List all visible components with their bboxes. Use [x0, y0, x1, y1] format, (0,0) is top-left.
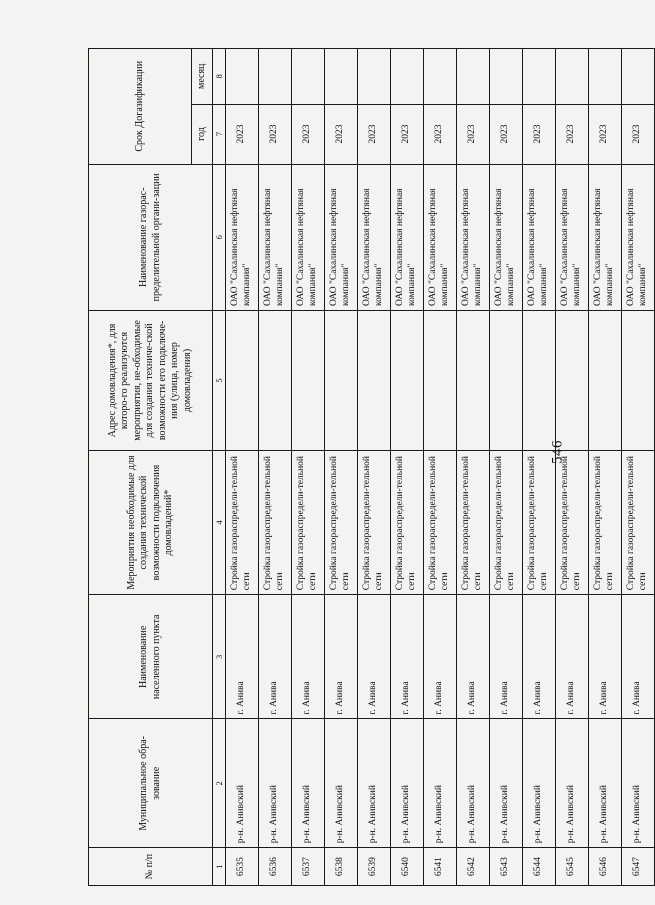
activity-cell: Стройка газораспредели-тельной сети: [226, 450, 259, 594]
month-cell: [358, 49, 391, 105]
municipality-cell: р-н. Анивский: [292, 719, 325, 848]
row-number-cell: 6546: [589, 848, 622, 886]
gasification-table: [88, 48, 655, 886]
settlement-cell: г. Анива: [622, 595, 655, 719]
settlement-cell: г. Анива: [457, 595, 490, 719]
address-cell: [358, 311, 391, 451]
month-cell: [424, 49, 457, 105]
activity-cell: Стройка газораспредели-тельной сети: [325, 450, 358, 594]
municipality-cell: р-н. Анивский: [424, 719, 457, 848]
address-cell: [523, 311, 556, 451]
table-body: [226, 49, 655, 886]
year-cell: 2023: [622, 104, 655, 164]
organization-cell: ОАО "Сахалинская нефтяная компания": [358, 164, 391, 311]
address-cell: [457, 311, 490, 451]
address-cell: [622, 311, 655, 451]
settlement-cell: г. Анива: [523, 595, 556, 719]
column-number: 7: [213, 104, 226, 164]
table-row: [589, 49, 622, 886]
address-cell: [556, 311, 589, 451]
activity-cell: Стройка газораспредели-тельной сети: [457, 450, 490, 594]
settlement-cell: г. Анива: [391, 595, 424, 719]
municipality-cell: р-н. Анивский: [556, 719, 589, 848]
address-cell: [292, 311, 325, 451]
year-cell: 2023: [391, 104, 424, 164]
month-cell: [391, 49, 424, 105]
header-settlement: Наименование населенного пункта: [89, 595, 213, 719]
organization-cell: ОАО "Сахалинская нефтяная компания": [589, 164, 622, 311]
organization-cell: ОАО "Сахалинская нефтяная компания": [292, 164, 325, 311]
table-header: [89, 49, 226, 886]
month-cell: [226, 49, 259, 105]
year-cell: 2023: [424, 104, 457, 164]
table-row: [259, 49, 292, 886]
row-number-cell: 6541: [424, 848, 457, 886]
activity-cell: Стройка газораспредели-тельной сети: [259, 450, 292, 594]
row-number-cell: 6537: [292, 848, 325, 886]
header-term: Срок Догазификации: [89, 49, 192, 165]
column-number: 8: [213, 49, 226, 105]
header-month: месяц: [192, 49, 213, 105]
rotated-table-frame: [88, 48, 648, 886]
header-year: год: [192, 104, 213, 164]
organization-cell: ОАО "Сахалинская нефтяная компания": [325, 164, 358, 311]
year-cell: 2023: [457, 104, 490, 164]
year-cell: 2023: [325, 104, 358, 164]
address-cell: [589, 311, 622, 451]
month-cell: [589, 49, 622, 105]
column-number: 2: [213, 719, 226, 848]
activity-cell: Стройка газораспредели-тельной сети: [391, 450, 424, 594]
month-cell: [457, 49, 490, 105]
table-row: [226, 49, 259, 886]
header-organization: Наименование газорас-пределительной органи-зации: [89, 164, 213, 311]
organization-cell: ОАО "Сахалинская нефтяная компания": [226, 164, 259, 311]
organization-cell: ОАО "Сахалинская нефтяная компания": [457, 164, 490, 311]
organization-cell: ОАО "Сахалинская нефтяная компания": [622, 164, 655, 311]
row-number-cell: 6539: [358, 848, 391, 886]
table-row: [292, 49, 325, 886]
settlement-cell: г. Анива: [589, 595, 622, 719]
settlement-cell: г. Анива: [490, 595, 523, 719]
municipality-cell: р-н. Анивский: [391, 719, 424, 848]
municipality-cell: р-н. Анивский: [457, 719, 490, 848]
year-cell: 2023: [556, 104, 589, 164]
month-cell: [523, 49, 556, 105]
activity-cell: Стройка газораспредели-тельной сети: [589, 450, 622, 594]
activity-cell: Стройка газораспредели-тельной сети: [358, 450, 391, 594]
table-row: [457, 49, 490, 886]
address-cell: [424, 311, 457, 451]
table-row: [358, 49, 391, 886]
settlement-cell: г. Анива: [259, 595, 292, 719]
column-number: 1: [213, 848, 226, 886]
table-container: [88, 48, 648, 886]
table-row: [523, 49, 556, 886]
activity-cell: Стройка газораспредели-тельной сети: [292, 450, 325, 594]
month-cell: [259, 49, 292, 105]
row-number-cell: 6536: [259, 848, 292, 886]
municipality-cell: р-н. Анивский: [226, 719, 259, 848]
activity-cell: Стройка газораспредели-тельной сети: [523, 450, 556, 594]
header-activity: Мероприятия необходимые для создания технической возможности подключения домовладений*: [89, 450, 213, 594]
row-number-cell: 6538: [325, 848, 358, 886]
address-cell: [391, 311, 424, 451]
month-cell: [556, 49, 589, 105]
month-cell: [292, 49, 325, 105]
year-cell: 2023: [292, 104, 325, 164]
activity-cell: Стройка газораспредели-тельной сети: [424, 450, 457, 594]
table-row: [391, 49, 424, 886]
organization-cell: ОАО "Сахалинская нефтяная компания": [523, 164, 556, 311]
month-cell: [622, 49, 655, 105]
column-number: 4: [213, 450, 226, 594]
municipality-cell: р-н. Анивский: [589, 719, 622, 848]
settlement-cell: г. Анива: [424, 595, 457, 719]
page-number: 546: [549, 440, 566, 464]
column-number: 5: [213, 311, 226, 451]
settlement-cell: г. Анива: [556, 595, 589, 719]
year-cell: 2023: [226, 104, 259, 164]
table-row: [556, 49, 589, 886]
activity-cell: Стройка газораспредели-тельной сети: [556, 450, 589, 594]
column-number: 6: [213, 164, 226, 311]
municipality-cell: р-н. Анивский: [358, 719, 391, 848]
organization-cell: ОАО "Сахалинская нефтяная компания": [556, 164, 589, 311]
row-number-cell: 6540: [391, 848, 424, 886]
year-cell: 2023: [523, 104, 556, 164]
row-number-cell: 6543: [490, 848, 523, 886]
row-number-cell: 6535: [226, 848, 259, 886]
header-num: № п/п: [89, 848, 213, 886]
organization-cell: ОАО "Сахалинская нефтяная компания": [259, 164, 292, 311]
row-number-cell: 6547: [622, 848, 655, 886]
year-cell: 2023: [358, 104, 391, 164]
table-row: [424, 49, 457, 886]
row-number-cell: 6545: [556, 848, 589, 886]
municipality-cell: р-н. Анивский: [259, 719, 292, 848]
activity-cell: Стройка газораспредели-тельной сети: [622, 450, 655, 594]
organization-cell: ОАО "Сахалинская нефтяная компания": [490, 164, 523, 311]
settlement-cell: г. Анива: [358, 595, 391, 719]
year-cell: 2023: [490, 104, 523, 164]
header-municipality: Муниципальное обра-зование: [89, 719, 213, 848]
column-number: 3: [213, 595, 226, 719]
header-address: Адрес домовладения*, для которо-го реализуются мероприятия, не-обходимые для создания техниче-ской возможности его подключе-ния (улица, номер домовладения): [89, 311, 213, 451]
row-number-cell: 6542: [457, 848, 490, 886]
address-cell: [490, 311, 523, 451]
row-number-cell: 6544: [523, 848, 556, 886]
address-cell: [325, 311, 358, 451]
activity-cell: Стройка газораспредели-тельной сети: [490, 450, 523, 594]
year-cell: 2023: [589, 104, 622, 164]
month-cell: [325, 49, 358, 105]
settlement-cell: г. Анива: [292, 595, 325, 719]
organization-cell: ОАО "Сахалинская нефтяная компания": [424, 164, 457, 311]
column-number-row: [213, 49, 226, 886]
year-cell: 2023: [259, 104, 292, 164]
settlement-cell: г. Анива: [226, 595, 259, 719]
municipality-cell: р-н. Анивский: [622, 719, 655, 848]
organization-cell: ОАО "Сахалинская нефтяная компания": [391, 164, 424, 311]
address-cell: [226, 311, 259, 451]
table-row: [490, 49, 523, 886]
municipality-cell: р-н. Анивский: [325, 719, 358, 848]
municipality-cell: р-н. Анивский: [490, 719, 523, 848]
settlement-cell: г. Анива: [325, 595, 358, 719]
address-cell: [259, 311, 292, 451]
table-row: [325, 49, 358, 886]
table-row: [622, 49, 655, 886]
municipality-cell: р-н. Анивский: [523, 719, 556, 848]
month-cell: [490, 49, 523, 105]
